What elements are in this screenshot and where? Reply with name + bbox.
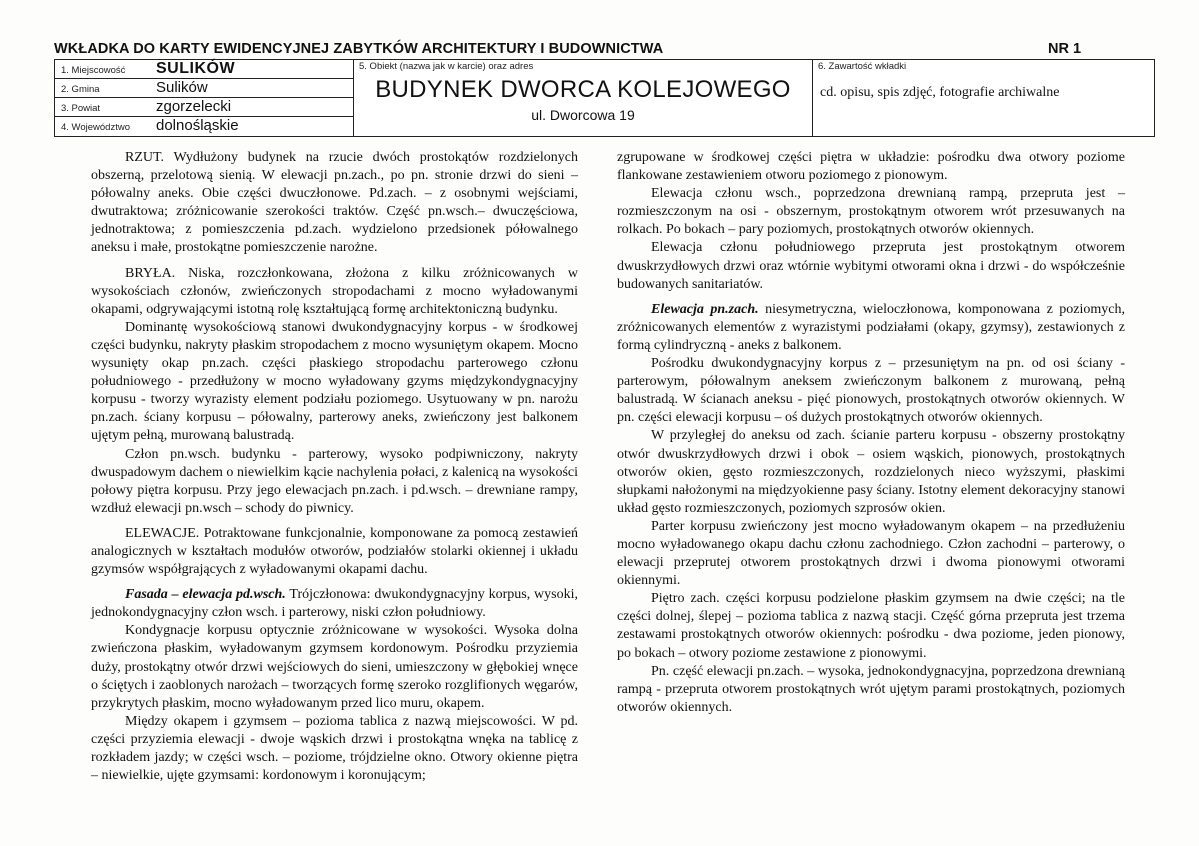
contents-value: cd. opisu, spis zdjęć, fotografie archiwalne	[820, 85, 1060, 100]
location-value: Sulików	[156, 79, 208, 96]
object-label: 5. Obiekt (nazwa jak w karcie) oraz adres	[359, 61, 534, 72]
paragraph-text: Pn. część elewacji pn.zach. – wysoka, jednokondygnacyjna, poprzedzona drewnianą rampą - przepruta otworem prostokątnych wrót ujętym parami prostokątnych, poziomych otworów okiennych.	[617, 663, 1125, 715]
paragraph-text: ELEWACJE. Potraktowane funkcjonalnie, komponowane za pomocą zestawień analogicznych w kształtach modułów otworów, podziałów stolarki okiennej i układu gzymsów współgrających z wyładowanymi okapami dachu.	[91, 525, 578, 578]
location-row-county	[55, 98, 353, 117]
paragraph	[617, 149, 1125, 185]
paragraph-text: BRYŁA. Niska, rozczłonkowana, złożona z kilku zróżnicowanych w wysokościach członów, zwieńczonych stropodachami z mocno wyładowanymi okapami, odgrywającymi istotną rolę kształtującą formę architektoniczną budynku.	[91, 265, 578, 317]
paragraph	[91, 446, 578, 518]
right-text-column	[617, 149, 1125, 717]
contents-label: 6. Zawartość wkładki	[818, 61, 907, 72]
location-label: 2. Gmina	[61, 84, 100, 95]
location-value: SULIKÓW	[156, 60, 236, 77]
paragraph-text: Człon pn.wsch. budynku - parterowy, wysoko podpiwniczony, nakryty dwuspadowym dachem o niewielkim kącie nachylenia połaci, z kalenicą na wysokości połowy piętra korpusu. Przy jego elewacjach pn.zach. i pd.wsch. – drewniane rampy, wzdłuż elewacji pn.wsch – schody do piwnicy.	[91, 446, 578, 516]
left-text-column	[91, 149, 578, 785]
paragraph-text: zgrupowane w środkowej części piętra w układzie: pośrodku dwa otwory poziome flankowane zestawieniem otworu poziomego z pionowym.	[617, 150, 1125, 184]
header-table	[54, 59, 1155, 137]
paragraph-lead: Elewacja pn.zach.	[651, 301, 759, 317]
paragraph-text: W przyległej do aneksu od zach. ścianie parteru korpusu - obszerny prostokątny otwór dwuskrzydłowych drzwi i obok – osiem wąskich, pionowych, prostokątnych otworów okien, gęsto rozmieszczonych, rozdzielonych nieco wyższymi, płaskimi słupkami nałożonymi na międzyokienne pasy ściany. Istotny element dekoracyjny stanowi układ gęsto rozmieszczonych, poziomych szprosów okien.	[617, 428, 1125, 516]
paragraph	[91, 149, 578, 258]
location-value: zgorzelecki	[156, 98, 232, 115]
paragraph-text: Pośrodku dwukondygnacyjny korpus z – przesuniętym na pn. od osi ściany - parterowym, półowalnym aneksem zwieńczonym balkonem z murowaną, pełną balustradą. W ścianach aneksu - pięć pionowych, prostokątnych otworów okiennych. W pn. części elewacji korpusu – oś dużych prostokątnych otworów okiennych.	[617, 356, 1125, 426]
object-address: ul. Dworcowa 19	[531, 107, 635, 123]
location-row-commune	[55, 79, 353, 98]
location-label: 3. Powiat	[61, 103, 101, 114]
paragraph-text: niesymetryczna, wieloczłonowa, komponowana z poziomych, zróżnicowanych elementów z wyrazistymi podziałami (okapy, gzymsy), zestawionych z formą cylindryczną - aneks z balkonem.	[617, 301, 1125, 353]
paragraph	[617, 427, 1125, 517]
object-name: BUDYNEK DWORCA KOLEJOWEGO	[375, 76, 791, 103]
location-row-voivodeship	[55, 117, 353, 136]
paragraph	[617, 301, 1125, 355]
location-label: 1. Miejscowość	[61, 65, 126, 76]
paragraph	[91, 713, 578, 785]
paragraph	[617, 590, 1125, 662]
paragraph	[617, 185, 1125, 239]
paragraph-text: Elewacja członu wsch., poprzedzona drewnianą rampą, przepruta jest – rozmieszczonym na osi - obszernym, prostokątnym otworem wrót przesuwanych na rolkach. Po bokach – pary poziomych, prostokątnych otworów okiennych.	[617, 186, 1125, 238]
paragraph-text: Dominantę wysokościową stanowi dwukondygnacyjny korpus - w środkowej części budynku, nakryty płaskim stropodachem z mocno wysuniętym okapem. Mocno wysunięty okap pn.zach. części płaskiego stropodachu parterowego członu południowego - przedłużony w mocno wyładowany gzyms międzykondygnacyjny korpusu - tworzy wyrazisty element podziału poziomego. Usytuowany w pn. narożu pn.zach. ściany korpusu – półowalny, parterowy aneks, zwieńczony jest balkonem ujętym pełną, murowaną balustradą.	[91, 319, 578, 444]
paragraph-text: Parter korpusu zwieńczony jest mocno wyładowanym okapem – na przedłużeniu mocno wyładowanego okapu dachu członu zachodniego. Człon zachodni – parterowy, o elewacji przeprutej otworem prostokątnych drzwi i dwoma pionowymi otworami okiennymi.	[617, 518, 1125, 589]
paragraph-text: Między okapem i gzymsem – pozioma tablica z nazwą miejscowości. W pd. części przyziemia elewacji - dwoje wąskich drzwi i prostokątna wnęka na tablicę z rozkładem jazdy; w części wsch. – poziome, trójdzielne okno. Otwory okienne piętra – niewielkie, ujęte gzymsami: kordonowym i koronującym;	[91, 713, 578, 784]
location-value: dolnośląskie	[156, 117, 239, 134]
document-title: WKŁADKA DO KARTY EWIDENCYJNEJ ZABYTKÓW ARCHITEKTURY I BUDOWNICTWA	[54, 41, 664, 57]
paragraph-text: Elewacja członu południowego przepruta jest prostokątnym otworem dwuskrzydłowych drzwi oraz wtórnie wybitymi otworami okna i drzwi - do współcześnie budowanych sanitariatów.	[617, 240, 1125, 292]
contents-block	[813, 60, 1154, 136]
object-block	[354, 60, 813, 136]
paragraph-text: RZUT. Wydłużony budynek na rzucie dwóch prostokątów rozdzielonych obszerną, przelotową sienią. W elewacji pn.zach., po pn. stronie drzwi do sieni – półowalny aneks. Obie części dwuczłonowe. Pd.zach. – z osobnymi wejściami, dwutraktowa; zróżnicowanie szerokości traktów. Część pn.wsch.– dwuczęściowa, jednotraktowa; z pomieszczenia pd.zach. wydzielono przedsionek półowalnego aneksu i małe, prostokątne pomieszczenie narożne.	[91, 150, 578, 256]
paragraph-text: Trójczłonowa: dwukondygnacyjny korpus, wysoki, jednokondygnacyjny człon wsch. i parterowy, niski człon południowy.	[91, 587, 578, 621]
paragraph	[617, 239, 1125, 293]
location-block	[55, 60, 354, 136]
paragraph	[91, 622, 578, 712]
paragraph-text: Kondygnacje korpusu optycznie zróżnicowane w wysokości. Wysoka dolna zwieńczona płaskim, wyładowanym gzymsem kordonowym. Pośrodku przyziemia duży, prostokątny otwór drzwi wejściowych do sieni, umieszczony w głębokiej wnęce o ściętych i zaoblonych narożach – tworzących formę szeroko rozglifionych węgarów, przykrytych płaskim, mocno wyładowanym przed lico muru, okapem.	[91, 623, 578, 711]
paragraph	[91, 265, 578, 319]
location-row-town	[55, 60, 353, 79]
paragraph	[91, 319, 578, 446]
paragraph	[617, 663, 1125, 717]
paragraph	[617, 518, 1125, 590]
paragraph-lead: Fasada – elewacja pd.wsch.	[125, 587, 286, 603]
paragraph	[617, 355, 1125, 427]
paragraph-text: Piętro zach. części korpusu podzielone płaskim gzymsem na dwie części; na tle części dolnej, ślepej – pozioma tablica z nazwą stacji. Część górna przepruta jest trzema zestawami prostokątnych otworów okiennych: pośrodku - dwa poziome, jeden pionowy, po bokach – otwory poziome zestawione z pionowymi.	[617, 591, 1125, 661]
paragraph	[91, 525, 578, 579]
sheet-number: NR 1	[1048, 41, 1082, 57]
paragraph	[91, 586, 578, 622]
location-label: 4. Województwo	[61, 122, 130, 133]
